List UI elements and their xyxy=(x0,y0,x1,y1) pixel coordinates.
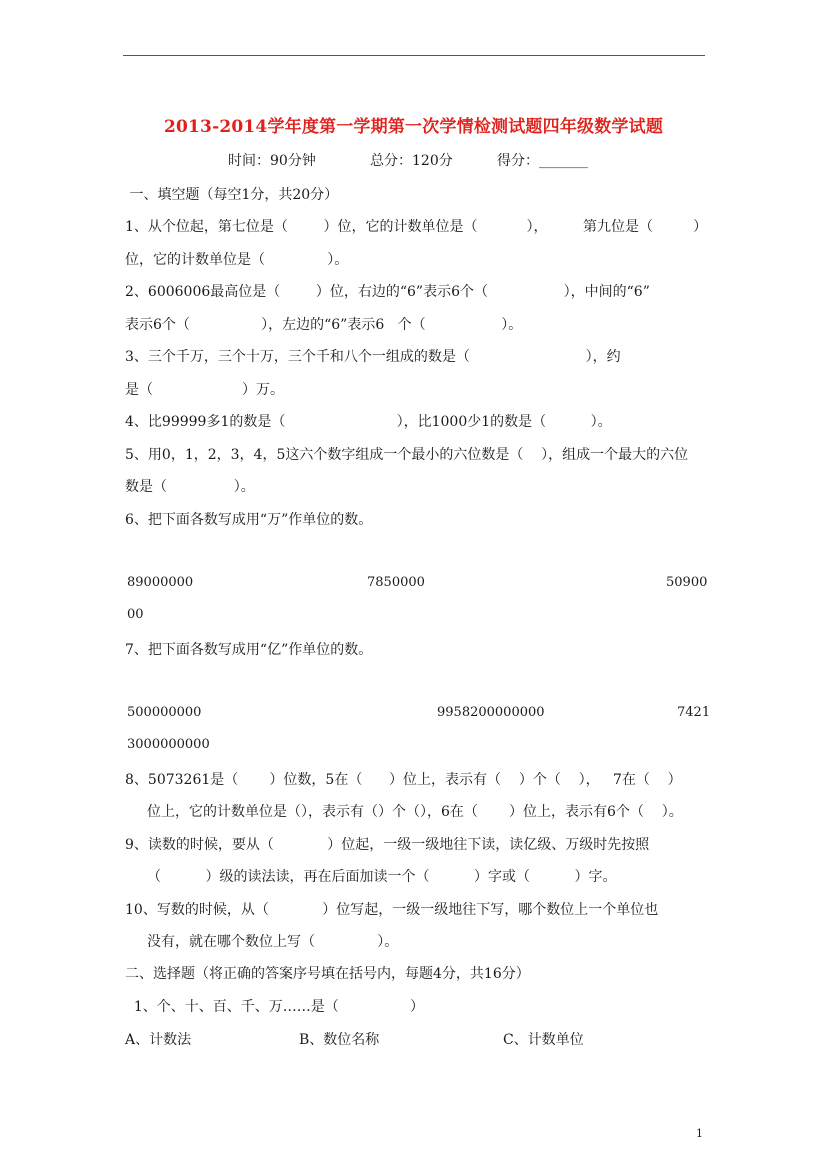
exam-title: 2013-2014学年度第一学期第一次学情检测试题四年级数学试题 xyxy=(163,117,664,137)
option-b: B、数位名称 xyxy=(299,1032,380,1048)
q3-line-b: 是（ ）万。 xyxy=(125,382,285,398)
s2-q1-line: 1、个、十、百、千、万……是（ ） xyxy=(125,999,425,1015)
q7-line: 7、把下面各数写成用“亿”作单位的数。 xyxy=(125,642,373,658)
q1-line-b: 位，它的计数单位是（ ）。 xyxy=(125,252,349,268)
section2-heading: 二、选择题（将正确的答案序号填在括号内，每题4分，共16分） xyxy=(125,966,530,982)
q7-number-3-wrap: 3000000000 xyxy=(127,737,210,752)
q6-number-1: 89000000 xyxy=(127,575,194,590)
option-c: C、计数单位 xyxy=(503,1032,584,1048)
option-a: A、计数法 xyxy=(125,1032,192,1048)
q2-line-b: 表示6个（ ），左边的“6”表示6 个（ ）。 xyxy=(125,317,523,333)
q6-number-3-wrap: 00 xyxy=(127,607,144,622)
q1-line-a: 1、从个位起，第七位是（ ）位，它的计数单位是（ ）， 第九位是（ ） xyxy=(125,219,708,235)
q4-line: 4、比99999多1的数是（ ），比1000少1的数是（ ）。 xyxy=(125,414,612,430)
q8-line-b: 位上，它的计数单位是（），表示有（）个（），6在（ ）位上，表示有6个（ ）。 xyxy=(147,804,683,820)
q7-number-2: 9958200000000 xyxy=(437,705,545,720)
exam-total-score: 总分：120分 xyxy=(370,153,453,169)
q6-number-3: 50900 xyxy=(666,575,708,590)
q5-line-a: 5、用0，1，2，3，4，5这六个数字组成一个最小的六位数是（ ），组成一个最大的六位 xyxy=(125,447,689,463)
q9-line-a: 9、读数的时候，要从（ ）位起，一级一级地往下读，读亿级、万级时先按照 xyxy=(125,837,650,853)
q10-line-b: 没有，就在哪个数位上写（ ）。 xyxy=(147,934,399,950)
q3-line-a: 3、三个千万，三个十万，三个千和八个一组成的数是（ ），约 xyxy=(125,349,621,365)
q9-line-b: （ ）级的读法读，再在后面加读一个（ ）字或（ ）字。 xyxy=(147,869,617,885)
q5-line-b: 数是（ ）。 xyxy=(125,479,255,495)
page-number: 1 xyxy=(696,1127,703,1140)
q10-line-a: 10、写数的时候，从（ ）位写起，一级一级地往下写，哪个数位上一个单位也 xyxy=(125,902,659,918)
q8-line-a: 8、5073261是（ ）位数，5在（ ）位上，表示有（ ）个（ ）， 7在（ ） xyxy=(125,772,682,788)
q2-line-a: 2、6006006最高位是（ ）位，右边的“6”表示6个（ ），中间的“6” xyxy=(125,284,650,300)
q6-number-2: 7850000 xyxy=(367,575,425,590)
section1-heading: 一、填空题（每空1分，共20分） xyxy=(125,187,339,203)
exam-score-blank: 得分：_______ xyxy=(497,153,588,169)
header-rule xyxy=(123,55,705,56)
q6-line: 6、把下面各数写成用“万”作单位的数。 xyxy=(125,512,373,528)
exam-time: 时间：90分钟 xyxy=(228,153,316,169)
q7-number-1: 500000000 xyxy=(127,705,202,720)
q7-number-3: 7421 xyxy=(677,705,711,720)
